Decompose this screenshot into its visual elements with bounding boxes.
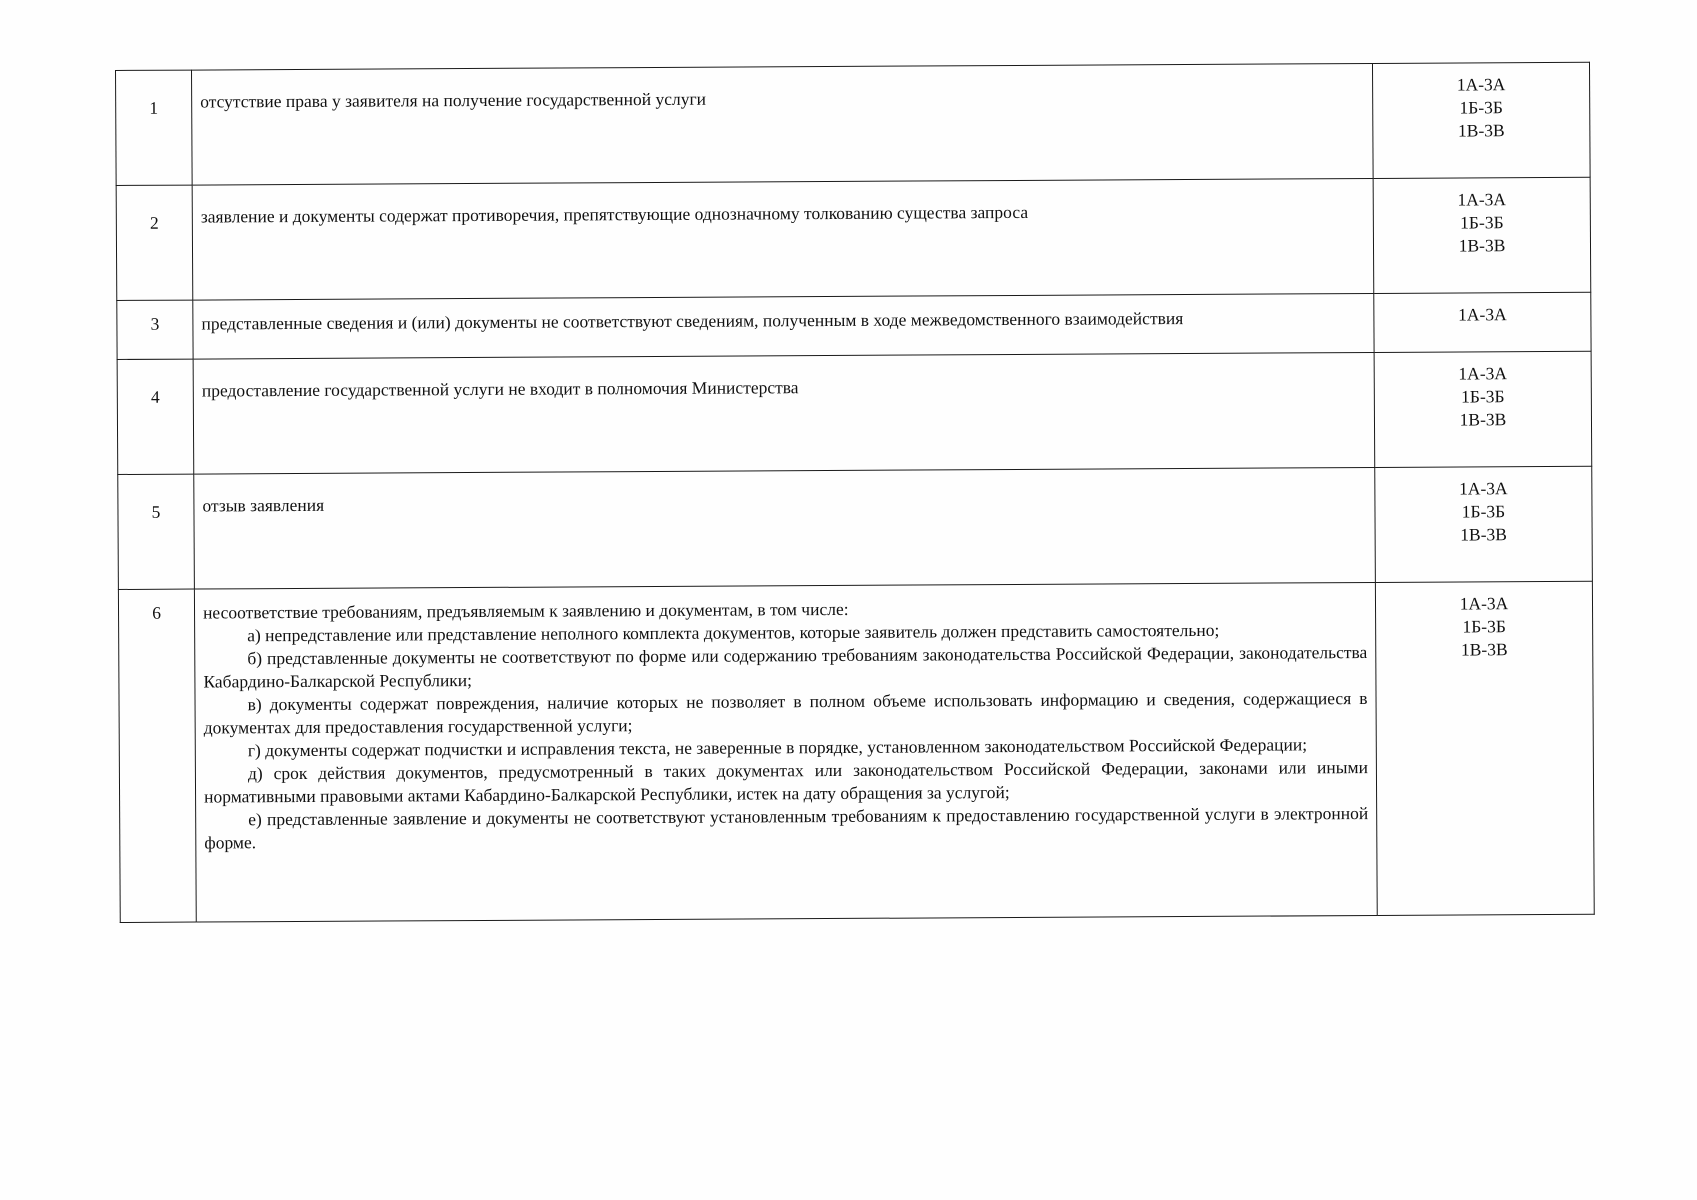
code-value: 1В-3В <box>1460 524 1508 545</box>
sub-item-b: б) представленные документы не соответствуют по форме или содержанию требованиям законодательства Российской Федерации, законодательства Кабардино-Балкарской Республики; <box>203 642 1368 692</box>
code-value: 1В-3В <box>1460 639 1508 660</box>
sub-item-e: е) представленные заявление и документы не соответствуют установленным требованиям к предоставлению государственной услуги в электронной форме. <box>204 803 1369 853</box>
row-intro-text: несоответствие требованиям, предъявляемым к заявлению и документам, в том числе: <box>202 598 849 623</box>
code-value: 1Б-3Б <box>1459 97 1504 118</box>
refusal-grounds-table <box>115 62 1595 923</box>
table-row <box>118 581 1594 922</box>
table-row <box>117 292 1591 359</box>
table-row <box>116 177 1591 300</box>
code-value: 1В-3В <box>1458 235 1506 256</box>
code-value: 1А-3А <box>1459 593 1509 614</box>
sub-item-d: д) срок действия документов, предусмотренный в таких документах или законодательством Российской Федерации, законами или иными нормативными правовыми актами Кабардино-Балкарской Республики, истек на дату обращения за услугой; <box>204 757 1368 807</box>
code-value: 1А-3А <box>1456 74 1506 95</box>
sub-item-g: г) документы содержат подчистки и исправления текста, не заверенные в порядке, установленном законодательством Российской Федерации; <box>247 734 1308 761</box>
row-codes <box>1374 351 1592 467</box>
row-text: предоставление государственной услуги не входит в полномочия Министерства <box>193 352 1375 474</box>
table-row <box>116 62 1591 185</box>
code-value: 1Б-3Б <box>1461 386 1505 407</box>
row-number: 4 <box>117 359 194 474</box>
code-value: 1А-3А <box>1457 189 1507 210</box>
code-value: 1Б-3Б <box>1460 212 1504 233</box>
code-value: 1А-3А <box>1458 304 1507 325</box>
row-codes <box>1372 62 1590 178</box>
row-text <box>194 582 1377 922</box>
code-value: 1Б-3Б <box>1461 501 1506 522</box>
table-row <box>118 466 1593 589</box>
row-codes <box>1373 177 1591 293</box>
row-codes <box>1375 466 1593 582</box>
row-codes <box>1375 581 1594 915</box>
code-value: 1Б-3Б <box>1462 616 1506 637</box>
row-text: заявление и документы содержат противоречия, препятствующие однозначному толкованию существа запроса <box>192 178 1374 300</box>
row-number: 5 <box>118 474 195 589</box>
row-number: 2 <box>116 185 193 300</box>
sub-item-a: а) непредставление или представление неполного комплекта документов, которые заявитель должен представить самостоятельно; <box>247 619 1220 646</box>
sub-item-v: в) документы содержат повреждения, наличие которых не позволяет в полном объеме использовать информацию и сведения, содержащиеся в документах для предоставления государственной услуги; <box>203 688 1368 738</box>
row-number: 3 <box>117 300 193 359</box>
code-value: 1А-3А <box>1458 363 1508 384</box>
row-text: представленные сведения и (или) документы не соответствуют сведениям, полученным в ходе межведомственного взаимодействия <box>193 293 1374 359</box>
table-row <box>117 351 1592 474</box>
code-value: 1А-3А <box>1458 478 1508 499</box>
code-value: 1В-3В <box>1457 120 1505 141</box>
row-number: 6 <box>118 589 196 922</box>
code-value: 1В-3В <box>1459 409 1507 430</box>
row-number: 1 <box>116 70 193 185</box>
row-codes <box>1374 292 1591 352</box>
row-text: отзыв заявления <box>194 467 1376 589</box>
row-text: отсутствие права у заявителя на получение государственной услуги <box>192 63 1374 185</box>
